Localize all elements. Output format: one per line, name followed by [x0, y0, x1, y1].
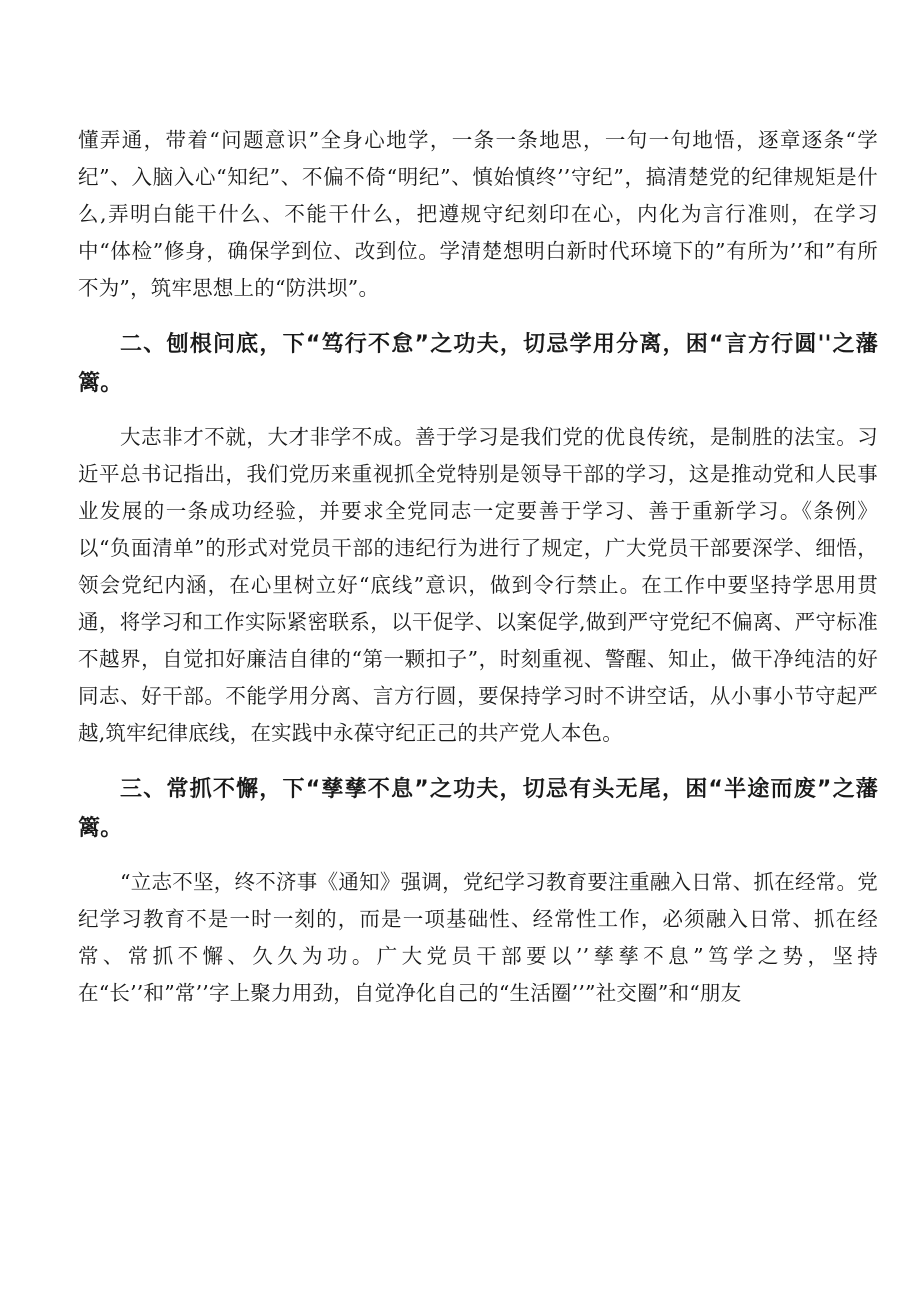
- section-heading: 二、刨根问底，下“笃行不怠”之功夫，切忌学用分离，困“言方行圆''之藩篱。: [78, 332, 878, 396]
- section-heading: 三、常抓不懈，下“孳孳不息”之功夫，切忌有头无尾，困“半途而废”之藩篱。: [78, 777, 878, 841]
- body-paragraph: “立志不坚，终不济事《通知》强调，党纪学习教育要注重融入日常、抓在经常。党纪学习教育不是一时一刻的，而是一项基础性、经常性工作，必须融入日常、抓在经常、常抓不懈、久久为功。广大党员干部要以’’孳孳不息”笃学之势，坚持在“长’’和”常’’字上聚力用劲，自觉净化自己的“生活圈’’”社交圈”和“朋友: [78, 870, 878, 1005]
- body-paragraph: 懂弄通，带着“问题意识”全身心地学，一条一条地思，一句一句地悟，逐章逐条“学纪”、入脑入心“知纪”、不偏不倚“明纪”、慎始慎终’’守纪”，搞清楚党的纪律规矩是什么,弄明白能干什么、不能干什么，把遵规守纪刻印在心，内化为言行准则，在学习中“体检”修身，确保学到位、改到位。学清楚想明白新时代环境下的”有所为’’和”有所不为”，筑牢思想上的“防洪坝”。: [78, 128, 878, 300]
- body-paragraph: 大志非才不就，大才非学不成。善于学习是我们党的优良传统，是制胜的法宝。习近平总书记指出，我们党历来重视抓全党特别是领导干部的学习，这是推动党和人民事业发展的一条成功经验，并要求全党同志一定要善于学习、善于重新学习。《条例》以“负面清单”的形式对党员干部的违纪行为进行了规定，广大党员干部要深学、细悟，领会党纪内涵，在心里树立好“底线”意识，做到令行禁止。在工作中要坚持学思用贯通，将学习和工作实际紧密联系，以干促学、以案促学,做到严守党纪不偏离、严守标准不越界，自觉扣好廉洁自律的“第一颗扣子”，时刻重视、警醒、知止，做干净纯洁的好同志、好干部。不能学用分离、言方行圆，要保持学习时不讲空话，从小事小节守起严越,筑牢纪律底线，在实践中永葆守纪正己的共产党人本色。: [78, 425, 878, 745]
- document-body: [78, 122, 878, 1012]
